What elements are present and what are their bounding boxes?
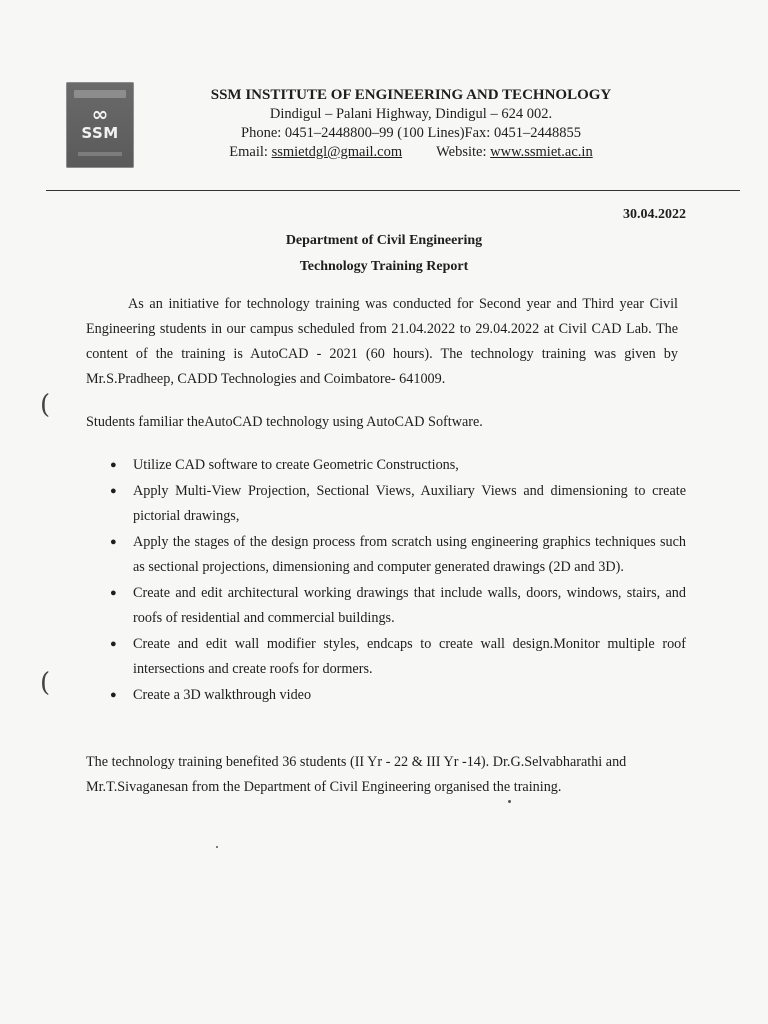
contact-line [186,143,636,162]
institute-name: SSM INSTITUTE OF ENGINEERING AND TECHNOLOGY [210,87,612,103]
list-item [104,530,686,580]
logo-tagline-bar [74,90,126,98]
report-date: 30.04.2022 [623,207,686,222]
hole-punch-mark-icon: ( [40,668,51,698]
bullet-icon: ● [110,638,117,650]
bullet-icon: ● [110,485,117,497]
department-heading: Department of Civil Engineering [285,233,483,248]
list-item [104,453,686,478]
list-item-text: Create and edit wall modifier styles, endcaps to create wall design.Monitor multiple roof intersections and create roofs for dormers. [133,636,686,677]
list-item-text: Apply Multi-View Projection, Sectional Views, Auxiliary Views and dimensioning to create pictorial drawings, [133,483,686,524]
scan-speck [508,800,511,803]
hole-punch-mark-icon: ( [40,390,51,420]
logo-text: SSM [81,124,119,142]
bullet-icon: ● [110,536,117,548]
list-item [104,479,686,529]
intro-paragraph: As an initiative for technology training was conducted for Second year and Third year Civil Engineering students in our campus scheduled from 21.04.2022 to 29.04.2022 at Civil CAD Lab. The content of the training is AutoCAD - 2021 (60 hours). The technology training was given by Mr.S.Pradheep, CADD Technologies and Coimbatore- 641009. [86,296,678,387]
website-link[interactable]: www.ssmiet.ac.in [490,144,593,160]
learning-outcomes-list [104,453,686,709]
letterhead [186,86,636,162]
list-item-text: Utilize CAD software to create Geometric Constructions, [133,457,459,473]
scan-speck [216,846,218,848]
list-item [104,683,686,708]
bullet-icon: ● [110,587,117,599]
familiar-line: Students familiar theAutoCAD technology using AutoCAD Software. [86,414,483,430]
institute-address: Dindigul – Palani Highway, Dindigul – 624 002. [269,106,553,122]
email-label: Email: [229,144,272,160]
institute-logo [66,82,134,168]
infinity-icon: ∞ [91,102,109,126]
list-item [104,581,686,631]
closing-paragraph: The technology training benefited 36 students (II Yr - 22 & III Yr -14). Dr.G.Selvabharathi and Mr.T.Sivaganesan from the Department of Civil Engineering organised the training. [86,754,627,795]
logo-subline-bar [78,152,122,156]
email-link[interactable]: ssmietdgl@gmail.com [271,144,403,160]
bullet-icon: ● [110,689,117,701]
list-item-text: Create and edit architectural working drawings that include walls, doors, windows, stairs, and roofs of residential and commercial buildings. [133,585,686,626]
list-item [104,632,686,682]
header-divider [46,190,740,191]
institute-phone: Phone: 0451–2448800–99 (100 Lines)Fax: 0451–2448855 [241,125,581,141]
website-label: Website: [436,144,491,160]
list-item-text: Apply the stages of the design process from scratch using engineering graphics techniques such as sectional projections, dimensioning and computer generated drawings (2D and 3D). [133,534,686,575]
report-title: Technology Training Report [299,259,469,274]
bullet-icon: ● [110,459,117,471]
list-item-text: Create a 3D walkthrough video [133,687,312,703]
